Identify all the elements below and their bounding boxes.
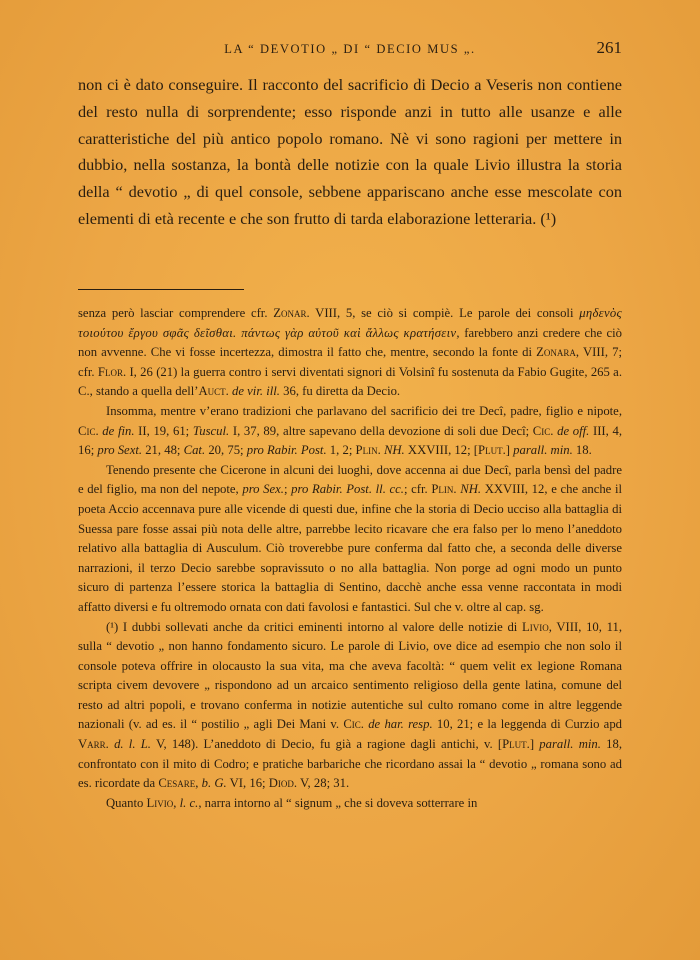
footnote-paragraph: Tenendo presente che Cicerone in alcuni dei luoghi, dove accenna ai due Decî, parla bensì del padre e del figlio, ma non del nepote, pro Sex.; pro Rabir. Post. ll. cc.; cfr. Plin. NH. XXVIII, 12, e che anche il poeta Accio accennava pure alle vicende di questi due, infine che la storia di Decio ucciso alla battaglia di Suessa pare fosse assai più nota delle altre, parrebbe lecito ricavare che era falso per lo meno l’aneddoto relativo alla battaglia di Ausculum. Ciò troverebbe pure conferma dal fatto che, a seconda delle diverse narrazioni, il terzo Decio sarebbe sopravissuto o no alla battaglia. Non porge ad ogni modo un punto sicuro di partenza l’essere storica la battaglia di Sentino, dacchè anche essa venne raccontata in modi affatto diversi e fu oltremodo ornata con dati favolosi e fantastici. Sul che v. oltre al cap. sg. (78, 462, 623, 614)
main-text (78, 72, 622, 233)
footnote-1: (¹) I dubbi sollevati anche da critici eminenti intorno al valore delle notizie di Livio, VIII, 10, 11, sulla “ devotio „ non hanno fondamento sicuro. Le parole di Livio, ove dice ad esempio che non solo il console poteva offrire in olocausto la sua vita, ma che aveva facoltà: “ quem velit ex legione Romana scripta civem devovere „ rispondono ad un arcaico sentimento religioso della gente latina, comune del resto ad altri popoli, e trovano conferma in notizie autentiche sul culto romano come in altre leggende nazionali (v. ad es. il “ postilio „ agli Dei Mani v. Cic. de har. resp. 10, 21; e la leggenda di Curzio apd Varr. d. l. L. V, 148). L’aneddoto di Decio, fu già a ragione dagli antichi, v. [Plut.] parall. min. 18, confrontato con il mito di Codro; e pratiche barbariche che ricordano assai la “ devotio „ romana sono ad es. ricordate da Cesare, b. G. VI, 16; Diod. V, 28; 31. (78, 619, 623, 791)
footnote-separator (78, 289, 244, 290)
footnote-paragraph: Insomma, mentre v’erano tradizioni che parlavano del sacrificio dei tre Decî, padre, figlio e nipote, Cic. de fin. II, 19, 61; Tuscul. I, 37, 89, altre sapevano della devozione di soli due Decî; Cic. de off. III, 4, 16; pro Sext. 21, 48; Cat. 20, 75; pro Rabir. Post. 1, 2; Plin. NH. XXVIII, 12; [Plut.] parall. min. 18. (78, 403, 623, 458)
footnote-continuation: senza però lasciar comprendere cfr. Zonar. VIII, 5, se ciò si compiè. Le parole dei consoli μηδενὸς τοιούτου ἔργου σφᾶς δεῖσθαι. πάντως γὰρ αὐτοῦ καὶ ἄλλως κρατήσειν, farebbero anzi credere che ciò non avvenne. Che vi fosse incertezza, dimostra il fatto che, mentre, secondo la fonte di Zonara, VIII, 7; cfr. Flor. I, 26 (21) la guerra contro i servi diventati signori di Volsinî fu sostenuta da Fabio Gugite, 265 a. C., stando a quella dell’Auct. de vir. ill. 36, fu diretta da Decio. (78, 306, 622, 399)
page-number: 261 (596, 38, 622, 57)
greek-quote: μηδενὸς τοιούτου ἔργου σφᾶς δεῖσθαι. πάντως γὰρ αὐτοῦ καὶ ἄλλως κρατήσειν, (78, 306, 622, 340)
main-paragraph: non ci è dato conseguire. Il racconto del sacrificio di Decio a Veseris non contiene del resto nulla di sorprendente; esso risponde anzi in tutto alle usanze e alle caratteristiche del più antico popolo romano. Nè vi sono ragioni per mettere in dubbio, nella sostanza, la bontà delle notizie con la quale Livio illustra la storia della “ devotio „ di quel console, sebbene appariscano anche esse mescolate con elementi di età recente e che son frutto di tarda elaborazione letteraria. (¹) (78, 75, 622, 228)
footnote-paragraph: Quanto Livio, l. c., narra intorno al “ signum „ che si doveva sotterrare in (106, 795, 478, 810)
footnotes (78, 304, 622, 813)
page-header (78, 38, 622, 60)
running-title: LA “ DEVOTIO „ DI “ DECIO MUS „. (224, 42, 476, 56)
